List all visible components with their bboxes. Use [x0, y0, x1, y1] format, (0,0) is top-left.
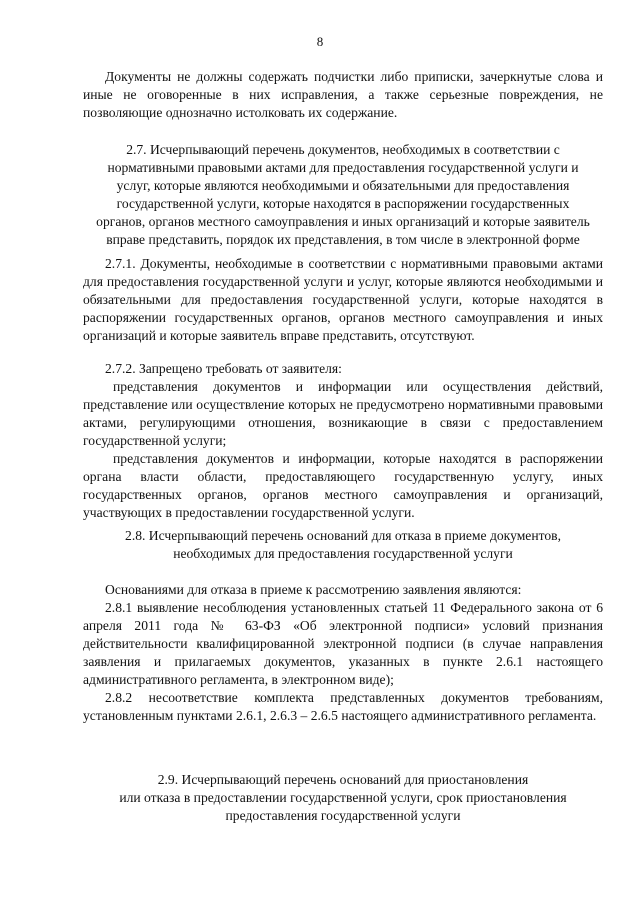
heading-line: 2.7. Исчерпывающий перечень документов, необходимых в соответствии с: [126, 142, 560, 157]
paragraph-2-7-2: [83, 360, 603, 522]
paragraph-text: 2.8.1 выявление несоблюдения установленных статьей 11 Федерального закона от 6 апреля 2011 года № 63-ФЗ «Об электронной подписи» условий признания действительности квалифицированной электронной подписи (в случае направления заявления и прилагаемых документов, указанных в пункте 2.6.1 настоящего административного регламента, в электронном виде);: [83, 600, 603, 687]
heading-2-9: [83, 771, 603, 825]
paragraph-documents-requirements: [83, 68, 603, 122]
heading-line: нормативными правовыми актами для предоставления государственной услуги и: [107, 160, 579, 175]
heading-line: 2.8. Исчерпывающий перечень оснований для отказа в приеме документов,: [125, 528, 561, 543]
paragraph-2-7-1: [83, 255, 603, 345]
paragraph-text: 2.7.1. Документы, необходимые в соответствии с нормативными правовыми актами для предоставления государственной услуги и услуг, которые являются необходимыми и обязательными для предоставления государственной услуги, которые находятся в распоряжении государственных органов, органов местного самоуправления и иных организаций и которые заявитель вправе представить, отсутствуют.: [83, 256, 603, 343]
heading-line: органов, органов местного самоуправления и иных организаций и которые заявитель: [96, 214, 590, 229]
paragraph-text: Основаниями для отказа в приеме к рассмотрению заявления являются:: [105, 582, 522, 597]
heading-line: услуг, которые являются необходимыми и обязательными для предоставления: [116, 178, 570, 193]
heading-line: предоставления государственной услуги: [225, 808, 461, 823]
heading-line: или отказа в предоставлении государственной услуги, срок приостановления: [119, 790, 567, 805]
paragraph-2-8-grounds: [83, 581, 603, 725]
paragraph-text: 2.7.2. Запрещено требовать от заявителя:: [105, 361, 342, 376]
heading-line: государственной услуги, которые находятся в распоряжении государственных: [116, 196, 570, 211]
heading-2-7: [83, 141, 603, 249]
paragraph-text: представления документов и информации или осуществления действий, представление или осуществление которых не предусмотрено нормативными правовыми актами, регулирующими отношения, возникающие в связи с предоставлением государственной услуги;: [83, 379, 603, 448]
heading-line: 2.9. Исчерпывающий перечень оснований для приостановления: [157, 772, 529, 787]
page-number: 8: [316, 34, 324, 49]
heading-line: вправе представить, порядок их представления, в том числе в электронной форме: [106, 232, 580, 247]
paragraph-text: Документы не должны содержать подчистки либо приписки, зачеркнутые слова и иные не оговоренные в них исправления, а также серьезные повреждения, не позволяющие однозначно истолковать их содержание.: [83, 69, 603, 120]
paragraph-text: 2.8.2 несоответствие комплекта представленных документов требованиям, установленным пунктами 2.6.1, 2.6.3 – 2.6.5 настоящего административного регламента.: [83, 690, 603, 723]
heading-2-8: [83, 527, 603, 563]
paragraph-text: представления документов и информации, которые находятся в распоряжении органа власти области, предоставляющего государственную услугу, иных государственных органов, органов местного самоуправления и организаций, участвующих в предоставлении государственной услуги.: [83, 451, 603, 520]
heading-line: необходимых для предоставления государственной услуги: [173, 546, 513, 561]
